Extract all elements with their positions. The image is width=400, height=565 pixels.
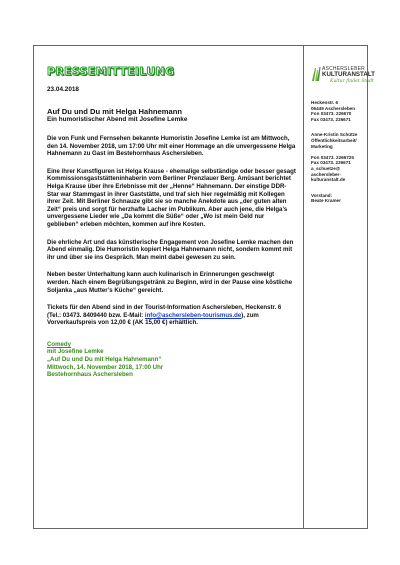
- board-member: Beate Kramer: [311, 198, 341, 204]
- logo-line-1: ASCHERSLEBER: [322, 66, 365, 72]
- address-line: 06449 Aschersleben: [311, 105, 356, 111]
- board-block: [311, 193, 367, 204]
- logo-line-2: KULTURANSTALT: [322, 71, 375, 78]
- contact-line: kulturanstalt.de: [311, 177, 346, 183]
- paragraph-tickets: [47, 304, 297, 327]
- contact-block: [311, 132, 367, 182]
- contact-line: Fax 03473. 226671: [311, 160, 351, 166]
- tourism-email-link[interactable]: info@aschersleben-tourismus.de: [144, 311, 242, 319]
- stage-icon: [311, 66, 321, 82]
- event-category: Comedy: [47, 340, 72, 348]
- main-column: [47, 66, 297, 379]
- event-performer: mit Josefine Lemke: [47, 348, 104, 356]
- article-title: Auf Du und Du mit Helga Hahnemann: [47, 107, 183, 116]
- paragraph-character: Eine ihrer Kunstfiguren ist Helga Krause - ehemalige selbständige oder besser gesagt Kommissionsgaststätteninhaberin vom Berliner Prenzlauer Berg. Amüsant berichtet Helga Krause über ihre Erlebnisse mit der „Henne“ Hahnemann. Der einstige DDR-Star war Stammgast in ihrer Gaststätte, und traf sich hier regelmäßig mit Kollegen ihrer Zeit. Mit Berliner Schnauze gibt sie so manche Anekdote aus „der guten alten Zeit“ preis und sorgt für herzhafte Lacher im Publikum. Aber auch jene, die Helga’s unvergessene Lieder wie „Da kommt die Süße“ oder „Wo ist mein Geld nur geblieben“ erleben möchten, kommen auf ihre Kosten.: [47, 167, 296, 228]
- address-line: Heckenstr. 6: [311, 100, 339, 105]
- logo-slogan: Kultur findet Stadt: [330, 79, 374, 84]
- contact-line: aschersleber-: [311, 171, 341, 177]
- contact-line: Marketing: [311, 143, 333, 149]
- contact-line: Fon 03473. 2266725: [311, 154, 354, 160]
- contact-line: a_schuetze@: [311, 165, 341, 171]
- kulturanstalt-logo: [311, 66, 375, 88]
- event-datetime: Mittwoch, 14. November 2018, 17:00 Uhr: [47, 363, 164, 371]
- address-line: Fax 03473. 226671: [311, 116, 351, 122]
- event-venue: Bestehornhaus Aschersleben: [47, 371, 133, 379]
- sidebar: [311, 66, 375, 204]
- tickets-text-end: ), zum Vorverkaufspreis von 12,00 € (AK 15,00 €) erhältlich.: [47, 311, 259, 327]
- column-divider: [303, 45, 304, 529]
- address-block: [311, 100, 367, 122]
- press-release-headline: PRESSEMITTEILUNG: [47, 65, 175, 78]
- contact-line: Öffentlichkeitsarbeit/: [311, 137, 357, 143]
- tickets-text-start: Tickets für den Abend sind in der Tourist-Information Aschersleben, Heckenstr. 6 (Tel.: 03473. 8409440 bzw. E-Mail:: [47, 304, 282, 319]
- paragraph-intro: Die von Funk und Fernsehen bekannte Humoristin Josefine Lemke ist am Mittwoch, den 14. November 2018, um 17:00 Uhr mit einer Hommage an die unvergessene Helga Hahnemann zu Gast im Bestehornhaus Aschersleben.: [47, 135, 296, 158]
- contact-line: Anne-Kristin Schütze: [311, 132, 358, 138]
- event-summary: [47, 341, 297, 379]
- article-subtitle: Ein humoristischer Abend mit Josefine Lemke: [47, 116, 188, 123]
- paragraph-engagement: Die ehrliche Art und das künstlerische Engagement von Josefine Lemke machen den Abend einmalig. Die Humoristin kopiert Helga Hahnemann nicht, sondern kommt mit ihr und über sie ins Gespräch. Man meint dabei gewesen zu sein.: [47, 238, 294, 261]
- paragraph-culinary: Neben bester Unterhaltung kann auch kulinarisch in Erinnerungen geschwelgt werden. Nach einem Begrüßungsgetränk zu Beginn, wird in der Pause eine köstliche Soljanka „aus Mutter’s Küche“ gereicht.: [47, 271, 293, 294]
- board-label: Vorstand:: [311, 192, 333, 198]
- address-line: Fon 03473. 226670: [311, 111, 352, 117]
- event-show: „Auf Du und Du mit Helga Hahnemann“: [47, 356, 162, 364]
- release-date: 23.04.2018: [47, 86, 79, 93]
